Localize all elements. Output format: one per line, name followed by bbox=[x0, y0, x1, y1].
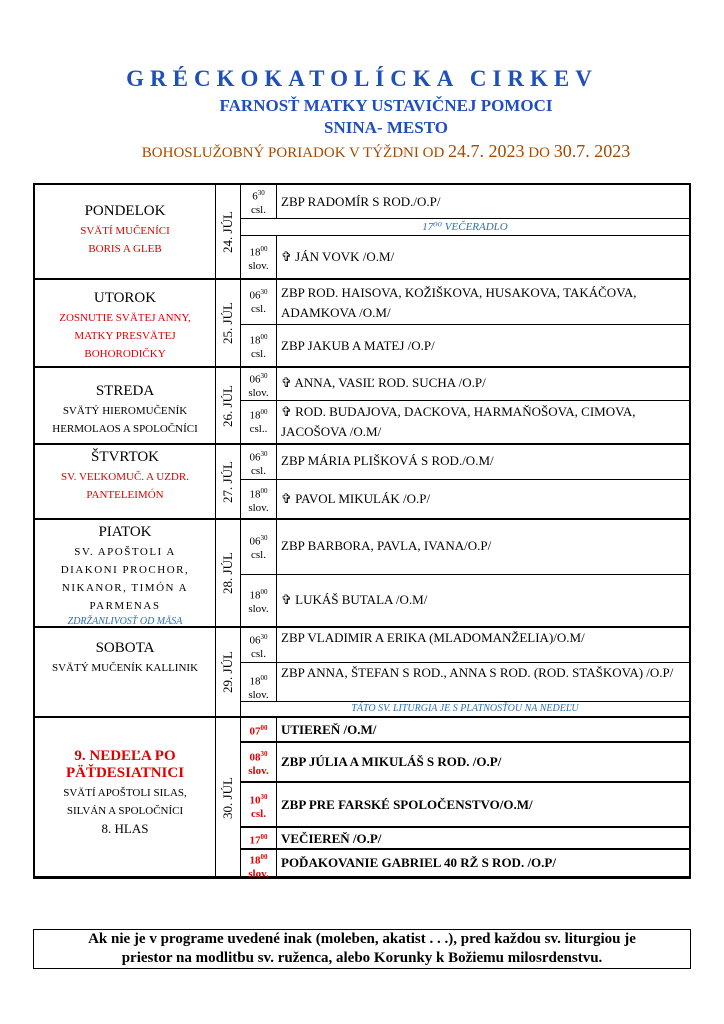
service-intention: ✞ PAVOL MIKULÁK /O.P/ bbox=[281, 491, 431, 506]
service-intention: ZBP VLADIMIR A ERIKA (MLADOMANŽELIA)/O.M/ bbox=[281, 630, 585, 645]
day-wednesday bbox=[35, 368, 689, 445]
day-feast: ZOSNUTIE SVÄTEJ ANNY, MATKY PRESVÄTEJ BOHORODIČKY bbox=[59, 312, 191, 360]
day-date: 30. JÚL bbox=[220, 776, 235, 819]
service-row: $18^{00}$ slov. ZBP ANNA, ŠTEFAN S ROD., ANNA S ROD. (ROD. STAŠKOVA) /O.P/ TÁTO SV. LITURGIA JE S PLATNOSŤOU NA NEDEĽU bbox=[241, 663, 689, 716]
service-intention: ZBP PRE FARSKÉ SPOLOČENSTVO/O.M/ bbox=[281, 797, 533, 812]
service-row: $17^{00}$ VEČIEREŇ /O.P/ bbox=[241, 828, 689, 850]
schedule-prefix: BOHOSLUŽOBNÝ PORIADOK V TÝŽDNI OD bbox=[141, 145, 445, 161]
service-intention: ZBP BARBORA, PAVLA, IVANA/O.P/ bbox=[281, 538, 492, 553]
day-feast: SVÄTÍ MUČENÍCI BORIS A GLEB bbox=[80, 225, 170, 255]
schedule-heading bbox=[24, 141, 724, 162]
day-thursday bbox=[35, 445, 689, 520]
sunday-name-line2: PÄŤDESIATNICI bbox=[65, 765, 185, 781]
service-intention: UTIEREŇ /O.M/ bbox=[281, 722, 377, 737]
day-name: STREDA bbox=[95, 383, 155, 399]
service-intention: ✞ LUKÁŠ BUTALA /O.M/ bbox=[281, 592, 428, 607]
day-feast: SVÄTÍ APOŠTOLI SILAS, SILVÁN A SPOLOČNÍCI bbox=[63, 787, 187, 817]
footer-line: priestor na modlitbu sv. ruženca, alebo Korunky k Božiemu milosrdenstvu. bbox=[121, 950, 603, 966]
day-date: 24. JÚL bbox=[220, 210, 235, 253]
service-intention: ZBP ANNA, ŠTEFAN S ROD., ANNA S ROD. (ROD. STAŠKOVA) /O.P/ bbox=[281, 665, 674, 680]
day-friday bbox=[35, 520, 689, 628]
day-name: PIATOK bbox=[98, 524, 152, 540]
day-feast: SVÄTÝ MUČENÍK KALLINIK bbox=[51, 662, 199, 674]
day-name: ŠTVRTOK bbox=[91, 449, 159, 465]
day-monday bbox=[35, 185, 689, 280]
service-intention: ✞ JÁN VOVK /O.M/ bbox=[281, 249, 395, 264]
service-row: $18^{00}$ slov. ✞ PAVOL MIKULÁK /O.P/ bbox=[241, 480, 689, 518]
service-intention: ZBP JAKUB A MATEJ /O.P/ bbox=[281, 338, 435, 353]
day-feast: SV. APOŠTOLI A DIAKONI PROCHOR, NIKANOR, TIMÓN A PARMENAS bbox=[60, 546, 190, 612]
service-row: $06^{30}$ csl. ZBP MÁRIA PLIŠKOVÁ S ROD./O.M/ bbox=[241, 445, 689, 480]
day-name: PONDELOK bbox=[84, 203, 166, 219]
day-tuesday bbox=[35, 280, 689, 368]
service-intention: ZBP JÚLIA A MIKULÁŠ S ROD. /O.P/ bbox=[281, 754, 502, 769]
date-to: 30.7. 2023 bbox=[553, 141, 631, 161]
service-row: $18^{00}$ slov. ✞ JÁN VOVK /O.M/ bbox=[241, 236, 689, 278]
day-date: 26. JÚL bbox=[220, 384, 235, 427]
service-row: $18^{00}$ csl.. ✞ ROD. BUDAJOVA, DACKOVA, HARMAŇOŠOVA, CIMOVA, JACOŠOVA /O.M/ bbox=[241, 401, 689, 443]
fasting-note: ZDRŽANLIVOSŤ OD MÄSA bbox=[67, 616, 183, 627]
service-row: $6^{30}$ csl. ZBP RADOMÍR S ROD./O.P/ bbox=[241, 185, 689, 219]
service-row: $18^{00}$ slov. ✞ LUKÁŠ BUTALA /O.M/ bbox=[241, 575, 689, 626]
service-row: $18^{00}$ csl. ZBP JAKUB A MATEJ /O.P/ bbox=[241, 325, 689, 366]
service-row: $07^{00}$ UTIEREŇ /O.M/ bbox=[241, 718, 689, 743]
day-saturday bbox=[35, 628, 689, 718]
day-feast: SV. VEĽKOMUČ. A UZDR. PANTELEIMÓN bbox=[61, 471, 189, 501]
footer-line: Ak nie je v programe uvedené inak (moleben, akatist . . .), pred každou sv. liturgiou je bbox=[88, 931, 636, 947]
evening-note: 17⁰⁰ VEČERADLO bbox=[422, 221, 508, 233]
service-row: $06^{30}$ csl. ZBP ROD. HAISOVA, KOŽIŠKOVA, HUSAKOVA, TAKÁČOVA, ADAMKOVA /O.M/ bbox=[241, 280, 689, 325]
church-title: GRÉCKOKATOLÍCKA CIRKEV bbox=[126, 66, 598, 91]
service-row: $10^{30}$ csl. ZBP PRE FARSKÉ SPOLOČENSTVO/O.M/ bbox=[241, 783, 689, 828]
day-name: SOBOTA bbox=[95, 640, 155, 656]
date-to-word: DO bbox=[528, 145, 550, 161]
service-intention: ZBP RADOMÍR S ROD./O.P/ bbox=[281, 194, 441, 209]
service-intention: ZBP MÁRIA PLIŠKOVÁ S ROD./O.M/ bbox=[281, 453, 494, 468]
service-row: $06^{30}$ slov. ✞ ANNA, VASIĽ ROD. SUCHA /O.P/ bbox=[241, 368, 689, 401]
day-feast: SVÄTÝ HIEROMUČENÍK HERMOLAOS A SPOLOČNÍCI bbox=[52, 405, 198, 435]
tone: 8. HLAS bbox=[101, 821, 149, 836]
service-row: $08^{30}$ slov. ZBP JÚLIA A MIKULÁŠ S ROD. /O.P/ bbox=[241, 743, 689, 783]
day-date: 27. JÚL bbox=[220, 460, 235, 503]
service-intention: ✞ ANNA, VASIĽ ROD. SUCHA /O.P/ bbox=[281, 375, 486, 390]
day-sunday bbox=[35, 718, 689, 880]
service-row: $18^{00}$ slov. POĎAKOVANIE GABRIEL 40 RŽ S ROD. /O.P/ bbox=[241, 850, 689, 877]
parish-name: FARNOSŤ MATKY USTAVIČNEJ POMOCI bbox=[219, 96, 553, 115]
service-intention: ZBP ROD. HAISOVA, KOŽIŠKOVA, HUSAKOVA, TAKÁČOVA, ADAMKOVA /O.M/ bbox=[281, 285, 637, 320]
day-date: 28. JÚL bbox=[220, 552, 235, 594]
date-from: 24.7. 2023 bbox=[448, 141, 525, 161]
day-date: 25. JÚL bbox=[220, 302, 235, 344]
sunday-name-line1: 9. NEDEĽA PO bbox=[74, 748, 176, 764]
day-date: 29. JÚL bbox=[220, 651, 235, 693]
day-name: UTOROK bbox=[93, 290, 157, 306]
town-name: SNINA- MESTO bbox=[324, 118, 448, 137]
service-row: $06^{30}$ csl. ZBP BARBORA, PAVLA, IVANA/O.P/ bbox=[241, 520, 689, 575]
service-intention: POĎAKOVANIE GABRIEL 40 RŽ S ROD. /O.P/ bbox=[281, 855, 556, 870]
schedule-table bbox=[33, 183, 691, 879]
saturday-note: TÁTO SV. LITURGIA JE S PLATNOSŤOU NA NEDEĽU bbox=[241, 701, 689, 716]
service-intention: ✞ ROD. BUDAJOVA, DACKOVA, HARMAŇOŠOVA, CIMOVA, JACOŠOVA /O.M/ bbox=[281, 404, 636, 439]
service-intention: VEČIEREŇ /O.P/ bbox=[281, 831, 382, 846]
footer-note bbox=[33, 929, 691, 969]
service-row: $06^{30}$ csl. ZBP VLADIMIR A ERIKA (MLADOMANŽELIA)/O.M/ bbox=[241, 628, 689, 663]
